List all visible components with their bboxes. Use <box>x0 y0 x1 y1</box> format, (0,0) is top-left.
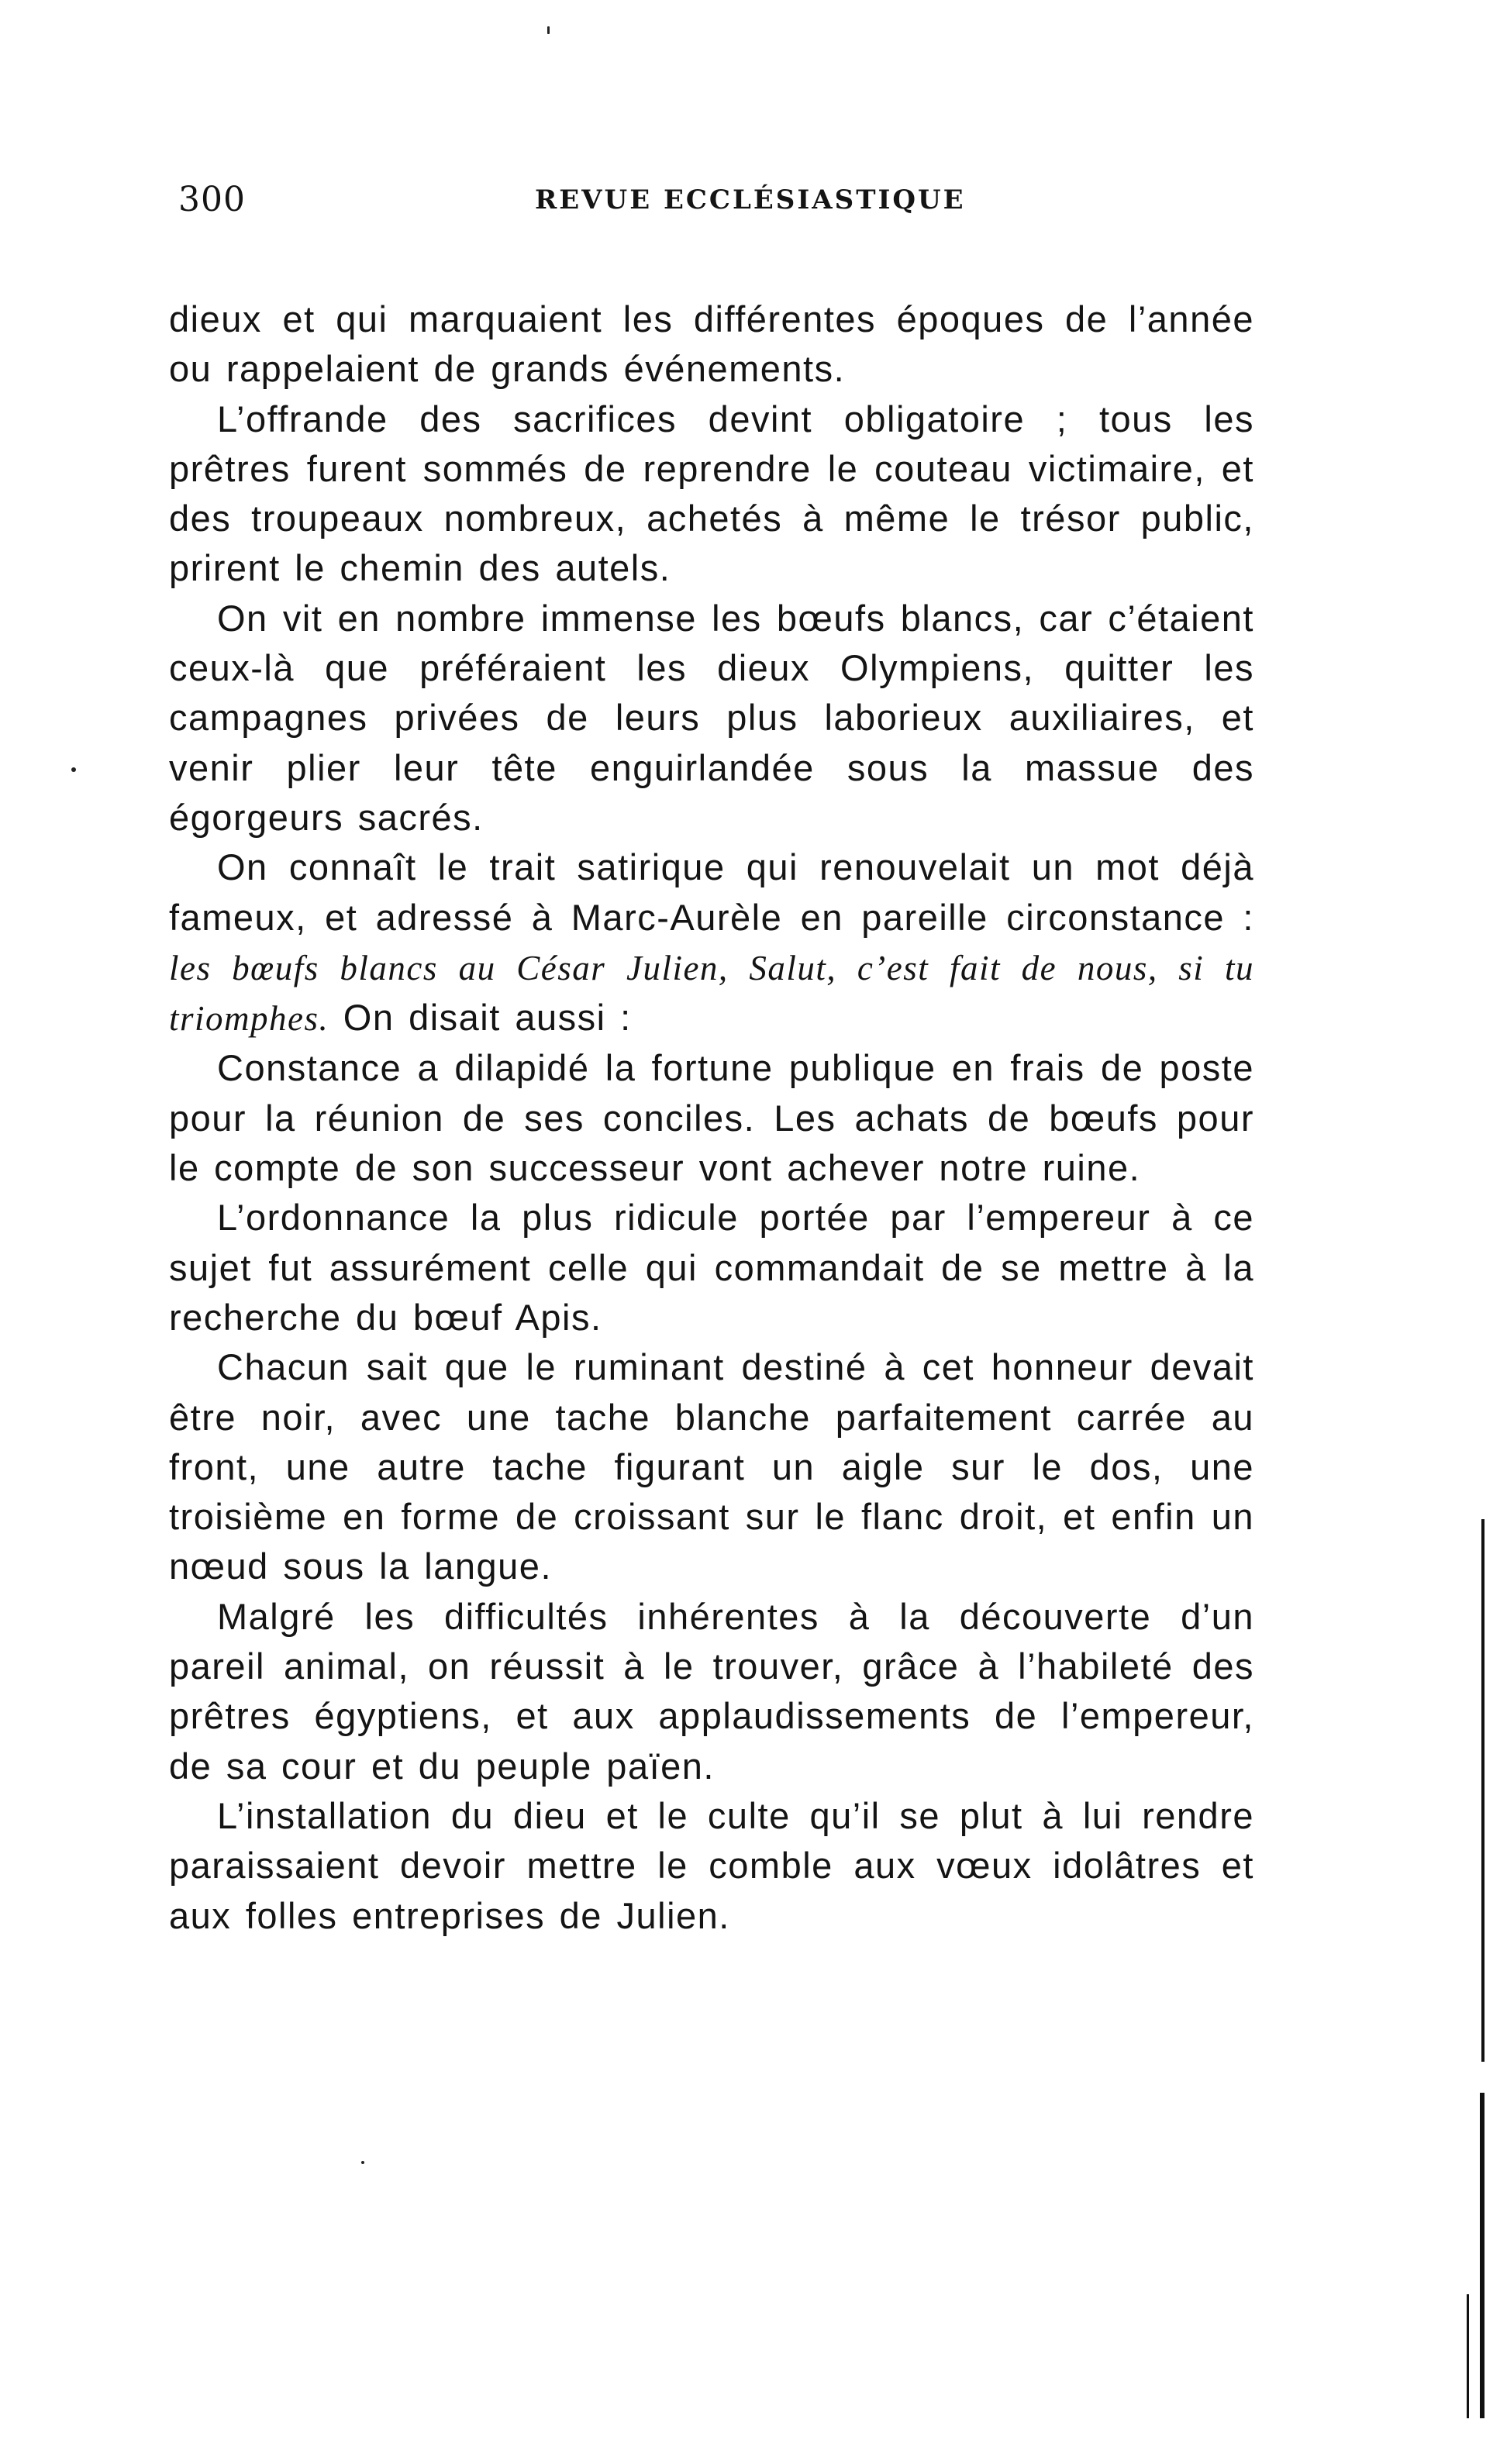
margin-speck-top <box>547 26 550 34</box>
margin-speck-bottom <box>361 2161 364 2164</box>
journal-title: REVUE ECCLÉSIASTIQUE <box>535 184 966 215</box>
body-text <box>169 295 1254 1941</box>
paragraph-installation: L’installation du dieu et le culte qu’il se plut à lui rendre paraissaient devoir mettre le comble aux vœux idolâtres et aux folles entreprises de Julien. <box>169 1794 1254 1936</box>
paragraph-apis-description: Chacun sait que le ruminant destiné à cet honneur devait être noir, avec une tache blanche parfaitement carrée au front, une autre tache figurant un aigle sur le dos, une troisième en forme de croissant sur le flanc droit, et enfin un nœud sous la langue. <box>169 1346 1254 1587</box>
paragraph-offerings: L’offrande des sacrifices devint obligatoire ; tous les prêtres furent sommés de reprendre le couteau victimaire, et des troupeaux nombreux, achetés à même le trésor public, prirent le chemin des autels. <box>169 398 1254 589</box>
paragraph-constance-quote: Constance a dilapidé la fortune publique en frais de poste pour la réunion de ses conciles. Les achats de bœufs pour le compte de son successeur vont achever notre ruine. <box>169 1047 1254 1189</box>
satire-outro-text: On disait aussi : <box>329 997 632 1039</box>
satire-intro-text: On connaît le trait satirique qui renouvelait un mot déjà fameux, et adressé à Marc-Aurèle en pareille circonstance : <box>169 846 1254 938</box>
page-edge-rule-upper <box>1481 1519 1484 2062</box>
paragraph-satirical-saying <box>169 843 1254 1043</box>
paragraph-discovery: Malgré les difficultés inhérentes à la découverte d’un pareil animal, on réussit à le trouver, grâce à l’habileté des prêtres égyptiens, et aux applaudissements de l’empereur, de sa cour et du peuple païen. <box>169 1595 1254 1787</box>
page-number: 300 <box>178 180 246 219</box>
paragraph-ordinance: L’ordonnance la plus ridicule portée par l’empereur à ce sujet fut assurément celle qui commandait de se mettre à la recherche du bœuf Apis. <box>169 1197 1254 1338</box>
running-head <box>178 177 1248 223</box>
paragraph-white-oxen: On vit en nombre immense les bœufs blancs, car c’étaient ceux-là que préféraient les dieux Olympiens, quitter les campagnes privées de leurs plus laborieux auxiliaires, et venir plier leur tête enguirlandée sous la massue des égorgeurs sacrés. <box>169 597 1254 838</box>
paragraph-continuation: dieux et qui marquaient les différentes époques de l’année ou rappelaient de grands événements. <box>169 298 1254 390</box>
satire-quote-italic: les bœufs blancs au César Julien, Salut, c’est fait de nous, si tu triomphes. <box>169 948 1254 1039</box>
margin-speck-left <box>71 767 76 772</box>
page-edge-rule-inner <box>1467 2294 1469 2418</box>
page-edge-rule-lower <box>1480 2093 1484 2418</box>
